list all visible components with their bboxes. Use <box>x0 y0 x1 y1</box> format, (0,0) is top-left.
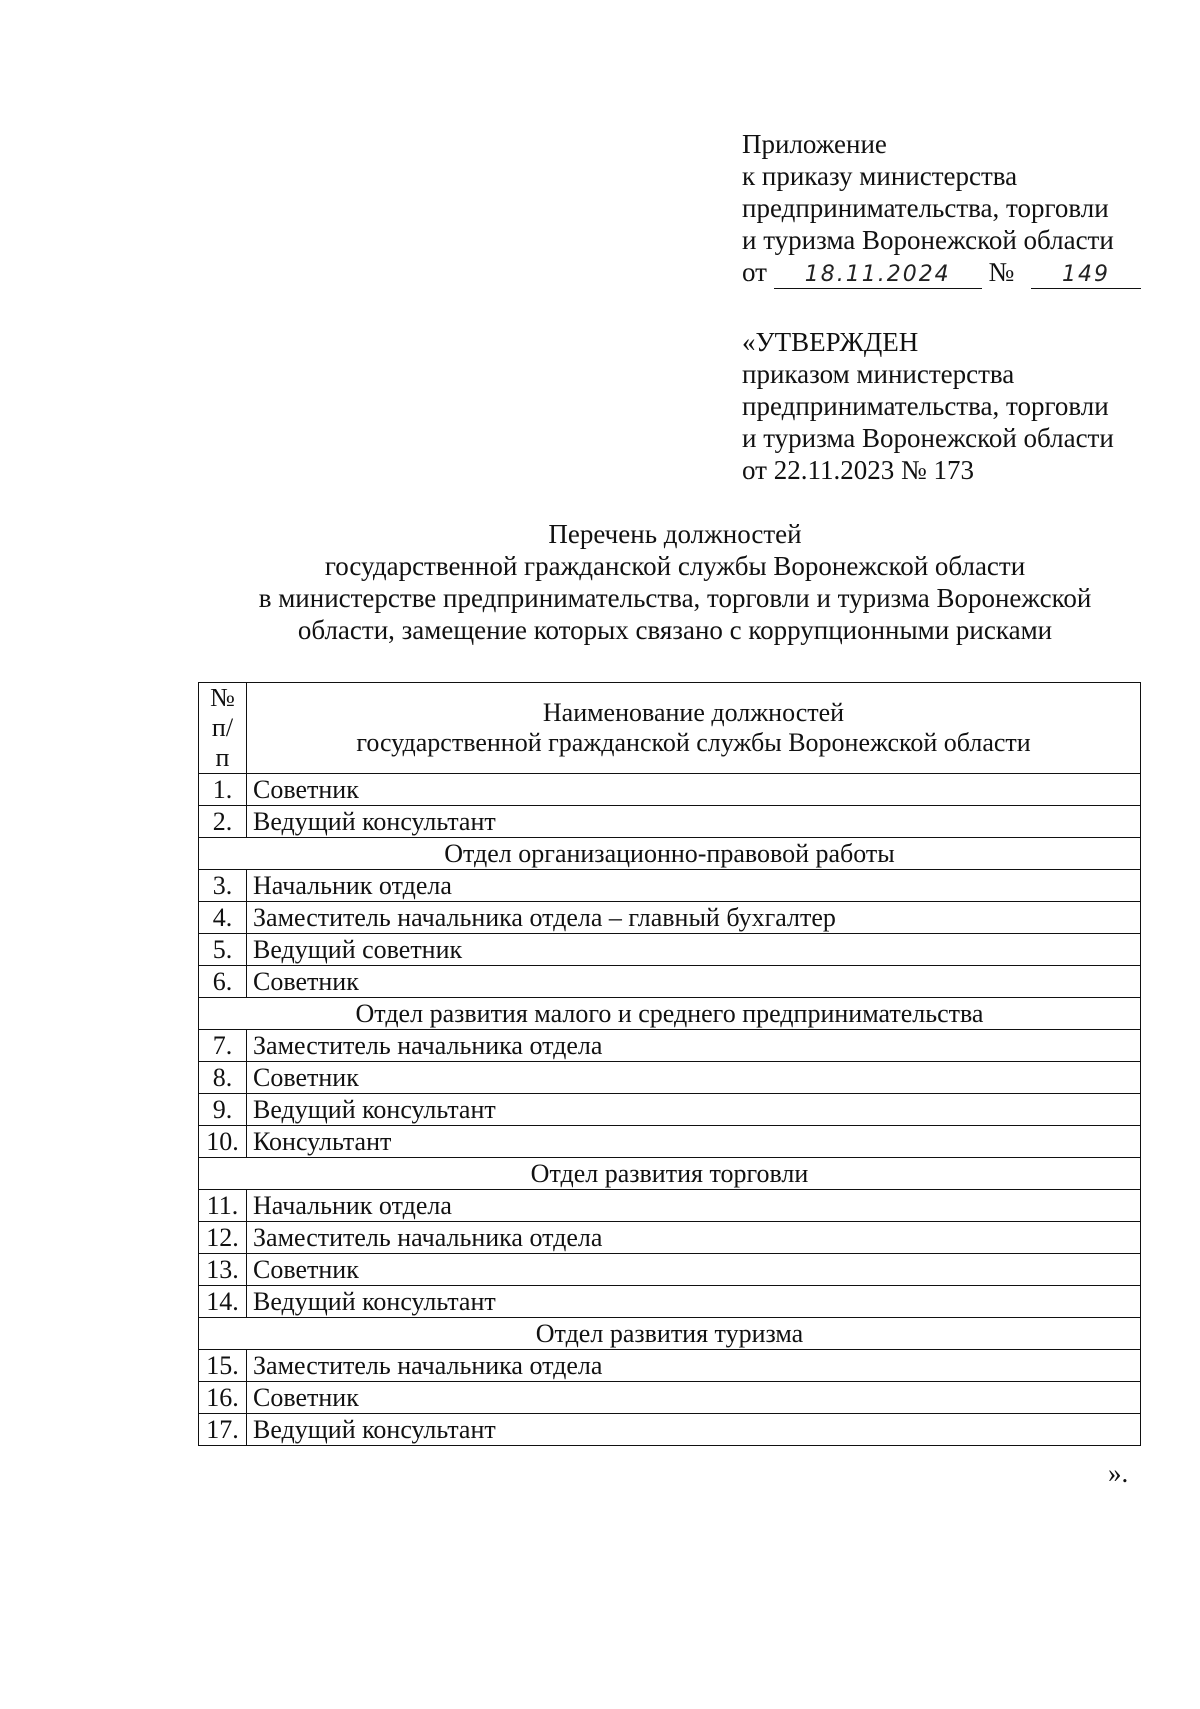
row-number-cell: 3. <box>199 870 247 902</box>
table-row <box>199 774 1141 806</box>
position-name-cell: Заместитель начальника отдела – главный бухгалтер <box>247 902 1141 934</box>
position-name-cell: Ведущий консультант <box>247 1414 1141 1446</box>
section-row <box>199 1158 1141 1190</box>
table-row <box>199 1062 1141 1094</box>
number-sign: № <box>988 257 1015 287</box>
handwritten-date: 18.11.2024 <box>774 262 982 289</box>
header-name-cell <box>247 683 1141 774</box>
table-row <box>199 902 1141 934</box>
table-row <box>199 870 1141 902</box>
row-number-cell: 7. <box>199 1030 247 1062</box>
table-row <box>199 1350 1141 1382</box>
position-name-cell: Начальник отдела <box>247 870 1141 902</box>
position-name-cell: Советник <box>247 1062 1141 1094</box>
document-title <box>200 518 1150 646</box>
header-name-line: Наименование должностей <box>542 698 845 727</box>
table-header-row <box>199 683 1141 774</box>
row-number-cell: 2. <box>199 806 247 838</box>
appendix-line: и туризма Воронежской области <box>742 225 1114 255</box>
position-name-cell: Заместитель начальника отдела <box>247 1222 1141 1254</box>
row-number-cell: 5. <box>199 934 247 966</box>
approval-line: от 22.11.2023 № 173 <box>742 455 974 485</box>
position-name-cell: Консультант <box>247 1126 1141 1158</box>
section-row <box>199 838 1141 870</box>
position-name-cell: Заместитель начальника отдела <box>247 1350 1141 1382</box>
date-prefix: от <box>742 257 767 287</box>
header-number-cell <box>199 683 247 774</box>
header-name-line: государственной гражданской службы Воронежской области <box>356 728 1031 757</box>
position-name-cell: Советник <box>247 1254 1141 1286</box>
section-title-cell: Отдел развития туризма <box>199 1318 1141 1350</box>
title-line: в министерстве предпринимательства, торговли и туризма Воронежской <box>258 583 1092 613</box>
appendix-date-line <box>742 256 1141 289</box>
row-number-cell: 14. <box>199 1286 247 1318</box>
table-row <box>199 1222 1141 1254</box>
table-row <box>199 1190 1141 1222</box>
row-number-cell: 12. <box>199 1222 247 1254</box>
position-name-cell: Ведущий консультант <box>247 1286 1141 1318</box>
position-name-cell: Советник <box>247 774 1141 806</box>
title-line: Перечень должностей <box>548 519 802 549</box>
position-name-cell: Заместитель начальника отдела <box>247 1030 1141 1062</box>
table-row <box>199 934 1141 966</box>
row-number-cell: 8. <box>199 1062 247 1094</box>
row-number-cell: 9. <box>199 1094 247 1126</box>
row-number-cell: 1. <box>199 774 247 806</box>
table-row <box>199 1414 1141 1446</box>
row-number-cell: 10. <box>199 1126 247 1158</box>
approval-line: предпринимательства, торговли <box>742 391 1109 421</box>
appendix-line: к приказу министерства <box>742 161 1018 191</box>
table-row <box>199 806 1141 838</box>
position-name-cell: Начальник отдела <box>247 1190 1141 1222</box>
table-row <box>199 1030 1141 1062</box>
position-name-cell: Советник <box>247 1382 1141 1414</box>
section-row <box>199 1318 1141 1350</box>
position-name-cell: Ведущий консультант <box>247 806 1141 838</box>
row-number-cell: 17. <box>199 1414 247 1446</box>
table-row <box>199 966 1141 998</box>
table-row <box>199 1094 1141 1126</box>
appendix-block <box>742 128 1141 289</box>
table-row <box>199 1126 1141 1158</box>
header-number-label: п/п <box>211 713 234 772</box>
header-number-sign: № <box>210 683 235 712</box>
approval-line: «УТВЕРЖДЕН <box>742 327 919 357</box>
title-line: области, замещение которых связано с коррупционными рисками <box>297 615 1053 645</box>
row-number-cell: 4. <box>199 902 247 934</box>
row-number-cell: 16. <box>199 1382 247 1414</box>
section-title-cell: Отдел развития торговли <box>199 1158 1141 1190</box>
position-name-cell: Ведущий консультант <box>247 1094 1141 1126</box>
row-number-cell: 6. <box>199 966 247 998</box>
handwritten-number: 149 <box>1031 262 1141 289</box>
table-row <box>199 1254 1141 1286</box>
row-number-cell: 15. <box>199 1350 247 1382</box>
positions-table <box>198 682 1141 1446</box>
table-body <box>199 774 1141 1446</box>
row-number-cell: 11. <box>199 1190 247 1222</box>
appendix-line: Приложение <box>742 129 887 159</box>
title-line: государственной гражданской службы Воронежской области <box>324 551 1026 581</box>
section-title-cell: Отдел организационно-правовой работы <box>199 838 1141 870</box>
position-name-cell: Советник <box>247 966 1141 998</box>
position-name-cell: Ведущий советник <box>247 934 1141 966</box>
table-row <box>199 1382 1141 1414</box>
section-row <box>199 998 1141 1030</box>
appendix-line: предпринимательства, торговли <box>742 193 1109 223</box>
approval-block <box>742 326 1114 486</box>
closing-quote: ». <box>1108 1458 1129 1488</box>
approval-line: и туризма Воронежской области <box>742 423 1114 453</box>
section-title-cell: Отдел развития малого и среднего предпринимательства <box>199 998 1141 1030</box>
row-number-cell: 13. <box>199 1254 247 1286</box>
approval-line: приказом министерства <box>742 359 1015 389</box>
table-row <box>199 1286 1141 1318</box>
